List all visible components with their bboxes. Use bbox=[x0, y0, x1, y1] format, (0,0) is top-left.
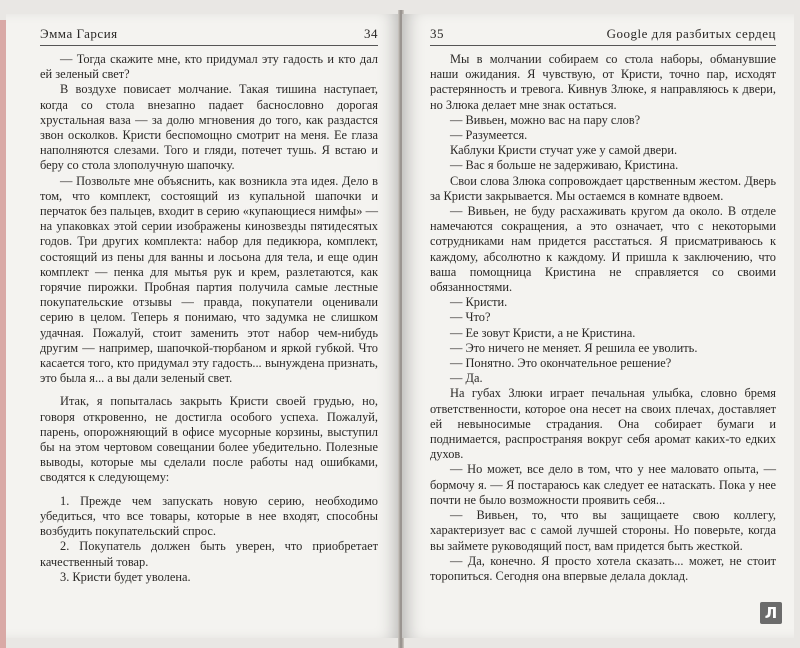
right-page-text bbox=[430, 52, 776, 584]
paragraph: — Тогда скажите мне, кто придумал эту гадость и кто дал ей зеленый свет? bbox=[40, 52, 378, 82]
right-page-number: 35 bbox=[430, 26, 444, 41]
paragraph: — Вас я больше не задерживаю, Кристина. bbox=[450, 158, 679, 173]
paragraph: — Но может, все дело в том, что у нее маловато опыта, — бормочу я. — Я постараюсь как следует ее натаскать. Пока у нее почти не было возможности проявить себя... bbox=[430, 462, 776, 507]
paragraph: Итак, я попыталась закрыть Кристи своей грудью, но, говоря откровенно, не достигла особого успеха. Пожалуй, парень, опорожняющий в офисе мусорные корзины, выступил бы на этом чертовом совещании более убедительно. Полезные выводы, которые мы сделали после работы над ошибками, сводятся к следующему: bbox=[40, 394, 378, 485]
paragraph: Каблуки Кристи стучат уже у самой двери. bbox=[450, 143, 678, 158]
left-running-header bbox=[40, 26, 378, 46]
paragraph: — Понятно. Это окончательное решение? bbox=[450, 356, 672, 371]
left-page-text bbox=[40, 52, 378, 585]
paragraph: Мы в молчании собираем со стола наборы, обманувшие наши ожидания. Я чувствую, от Кристи, точно пар, исходят растерянность и тревога. Кивнув Злюке, я направляюсь к двери, но Злюка делает мне знак остаться. bbox=[430, 52, 776, 112]
right-running-head: Google для разбитых сердец bbox=[606, 26, 776, 41]
left-page bbox=[6, 14, 400, 638]
paragraph: — Кристи. bbox=[450, 295, 508, 310]
list-item: 2. Покупатель должен быть уверен, что приобретает качественный товар. bbox=[40, 539, 378, 569]
paragraph: — Ее зовут Кристи, а не Кристина. bbox=[450, 325, 636, 340]
paragraph: — Вивьен, то, что вы защищаете свою коллегу, характеризует вас с самой лучшей стороны. Но поверьте, когда вы займете руководящий пост, вам придется быть жесткой. bbox=[430, 508, 776, 553]
paragraph: В воздухе повисает молчание. Такая тишина наступает, когда со стола внезапно падает баснословно дорогая хрустальная ваза — за долю мгновения до того, как раздастся звон осколков. Кристи беспомощно смотрит на меня. Ее глаза наполняются слезами. Того и гляди, потечет тушь. Я встаю и беру со стола злополучную шапочку. bbox=[40, 82, 378, 173]
right-running-header bbox=[430, 26, 776, 46]
publisher-logo-icon: Л bbox=[760, 602, 782, 624]
list-item: 1. Прежде чем запускать новую серию, необходимо убедиться, что все товары, которые в нее входят, способны возбудить покупательский спрос. bbox=[40, 493, 378, 539]
right-page bbox=[402, 14, 794, 638]
paragraph: — Да. bbox=[450, 371, 483, 386]
paragraph: — Позвольте мне объяснить, как возникла эта идея. Дело в том, что комплект, состоящий из купальной шапочки и перчаток без пальцев, входит в серию «купающиеся нимфы» — на упаковках этой серии изображены кинозвезды пятидесятых годов. Три других комплекта: набор для педикюра, комплект, состоящий из пены для ванны и лосьона для тела, и еще один комплект — пенка для мытья рук и крем, разлетаются, как горячие пирожки. Пробная партия получила самые лестные покупательские отзывы — правда, покупатели оценивали серию в целом. Теперь я понимаю, что задумка не слишком удачная. Пожалуй, стоит заменить этот набор чем-нибудь другим — например, шапочкой-тюрбаном и яркой губкой. Что касается того, кто придумал эту гадость... вынуждена признать, это была я... а вы дали зеленый свет. bbox=[40, 173, 378, 386]
paragraph: — Что? bbox=[450, 310, 491, 325]
paragraph: — Да, конечно. Я просто хотела сказать... может, не стоит торопиться. Сегодня она впервые делала доклад. bbox=[430, 553, 776, 583]
paragraph: — Вивьен, можно вас на пару слов? bbox=[450, 112, 641, 127]
left-page-number: 34 bbox=[364, 26, 378, 41]
left-running-head: Эмма Гарсия bbox=[40, 26, 118, 41]
paragraph: На губах Злюки играет печальная улыбка, словно бремя ответственности, которое она несет на своих плечах, доставляет ей невыносимые страдания. Она собирает бумаги и поднимается, распространяя вокруг себя аромат каких-то едких духов. bbox=[430, 386, 776, 462]
paragraph: Свои слова Злюка сопровождает царственным жестом. Дверь за Кристи закрывается. Мы остаемся в комнате вдвоем. bbox=[430, 173, 776, 203]
paragraph: — Вивьен, не буду расхаживать кругом да около. В отделе намечаются сокращения, а это означает, что с некоторыми сотрудниками нам придется расстаться. Я присматриваюсь к каждому, абсолютно к каждому. И пришла к заключению, что ваша помощница Кристина не справляется со своими обязанностями. bbox=[430, 204, 776, 295]
list-item: 3. Кристи будет уволена. bbox=[60, 569, 191, 584]
paragraph: — Разумеется. bbox=[450, 128, 528, 143]
paragraph: — Это ничего не меняет. Я решила ее уволить. bbox=[450, 340, 698, 355]
